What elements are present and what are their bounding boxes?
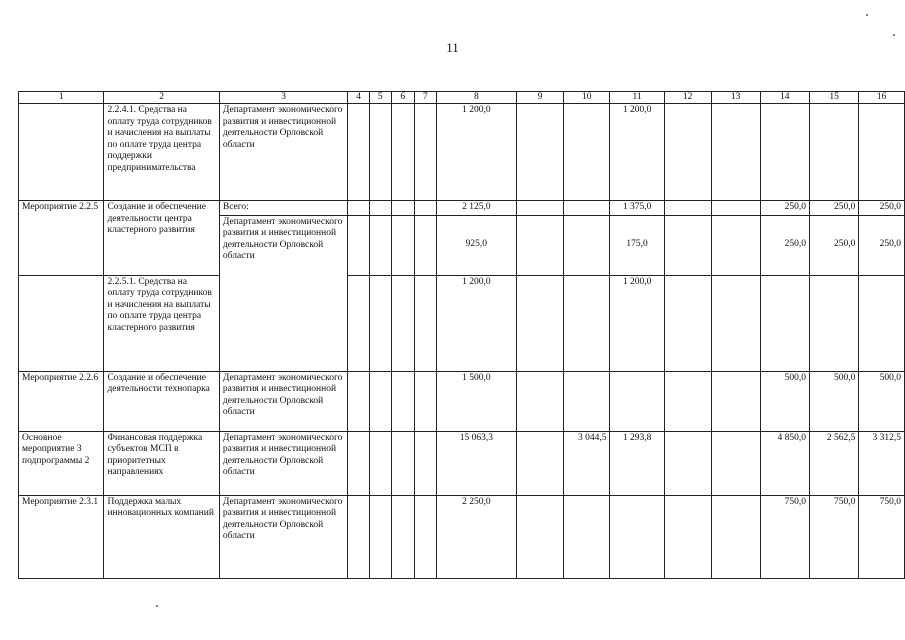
- cell-measure: Мероприятие 2.2.6: [19, 371, 104, 431]
- cell-executor: Департамент экономического развития и инвестиционной деятельности Орловской области: [219, 495, 347, 578]
- cell-col16: 250,0: [859, 201, 905, 216]
- cell-description: Создание и обеспечение деятельности технопарка: [104, 371, 219, 431]
- cell-col11: 1 293,8: [610, 431, 664, 495]
- cell-col11: 1 200,0: [610, 104, 664, 201]
- header-cell-4: 4: [348, 92, 370, 104]
- cell-col10: 3 044,5: [563, 431, 609, 495]
- header-cell-3: 3: [219, 92, 347, 104]
- header-cell-1: 1: [19, 92, 104, 104]
- cell-col14: 750,0: [760, 495, 809, 578]
- header-cell-7: 7: [415, 92, 437, 104]
- header-cell-5: 5: [369, 92, 391, 104]
- cell-col11: 1 375,0: [610, 201, 664, 216]
- table-row: [19, 371, 905, 431]
- cell-col15: 2 562,5: [809, 431, 858, 495]
- cell-description: 2.2.5.1. Средства на оплату труда сотрудников и начисления на выплаты по оплате труда центра кластерного развития: [104, 275, 219, 371]
- cell-empty: [19, 275, 104, 371]
- table-row: [19, 201, 905, 216]
- cell-executor: Департамент экономического развития и инвестиционной деятельности Орловской области: [219, 104, 347, 201]
- cell-measure: Мероприятие 2.3.1: [19, 495, 104, 578]
- table-row: [19, 431, 905, 495]
- cell-col15: 250,0: [809, 201, 858, 216]
- header-cell-16: 16: [859, 92, 905, 104]
- table-row: [19, 495, 905, 578]
- table-row: [19, 275, 905, 371]
- cell-col8: 925,0: [436, 215, 517, 275]
- header-cell-12: 12: [664, 92, 711, 104]
- table-row: [19, 104, 905, 201]
- cell-col8: 15 063,3: [436, 431, 517, 495]
- cell-description: 2.2.4.1. Средства на оплату труда сотрудников и начисления на выплаты по оплате труда центра поддержки предпринимательства: [104, 104, 219, 201]
- scan-speck: [156, 605, 158, 607]
- header-cell-10: 10: [563, 92, 609, 104]
- cell-description: Создание и обеспечение деятельности центра кластерного развития: [104, 201, 219, 276]
- cell-col15: 250,0: [809, 215, 858, 275]
- cell-col11: 1 200,0: [610, 275, 664, 371]
- cell-measure: Основное мероприятие 3 подпрограммы 2: [19, 431, 104, 495]
- cell-executor: Департамент экономического развития и инвестиционной деятельности Орловской области: [219, 431, 347, 495]
- cell-col15: 500,0: [809, 371, 858, 431]
- budget-table: [18, 91, 905, 579]
- header-cell-8: 8: [436, 92, 517, 104]
- scan-speck: [866, 14, 868, 16]
- cell-col16: 250,0: [859, 215, 905, 275]
- cell-col8: 1 200,0: [436, 275, 517, 371]
- page-number: 11: [446, 40, 459, 55]
- header-cell-6: 6: [391, 92, 415, 104]
- cell-col14: 4 850,0: [760, 431, 809, 495]
- cell-empty: [19, 104, 104, 201]
- cell-description: Финансовая поддержка субъектов МСП в приоритетных направлениях: [104, 431, 219, 495]
- header-cell-2: 2: [104, 92, 219, 104]
- header-cell-13: 13: [711, 92, 760, 104]
- cell-col16: 500,0: [859, 371, 905, 431]
- cell-col15: 750,0: [809, 495, 858, 578]
- cell-col8: 1 200,0: [436, 104, 517, 201]
- cell-description: Поддержка малых инновационных компаний: [104, 495, 219, 578]
- header-cell-14: 14: [760, 92, 809, 104]
- cell-col14: 250,0: [760, 215, 809, 275]
- scan-speck: [893, 34, 895, 36]
- cell-col14: 250,0: [760, 201, 809, 216]
- cell-executor: Департамент экономического развития и инвестиционной деятельности Орловской области: [219, 371, 347, 431]
- header-cell-11: 11: [610, 92, 664, 104]
- cell-col16: 750,0: [859, 495, 905, 578]
- header-cell-15: 15: [809, 92, 858, 104]
- header-row: [19, 92, 905, 104]
- cell-col14: 500,0: [760, 371, 809, 431]
- cell-col8: 2 250,0: [436, 495, 517, 578]
- cell-col8: 2 125,0: [436, 201, 517, 216]
- cell-measure: Мероприятие 2.2.5: [19, 201, 104, 276]
- cell-executor: Департамент экономического развития и инвестиционной деятельности Орловской области: [219, 215, 347, 371]
- cell-col11: 175,0: [610, 215, 664, 275]
- cell-total-label: Всего:: [219, 201, 347, 216]
- header-cell-9: 9: [517, 92, 564, 104]
- cell-col8: 1 500,0: [436, 371, 517, 431]
- cell-col16: 3 312,5: [859, 431, 905, 495]
